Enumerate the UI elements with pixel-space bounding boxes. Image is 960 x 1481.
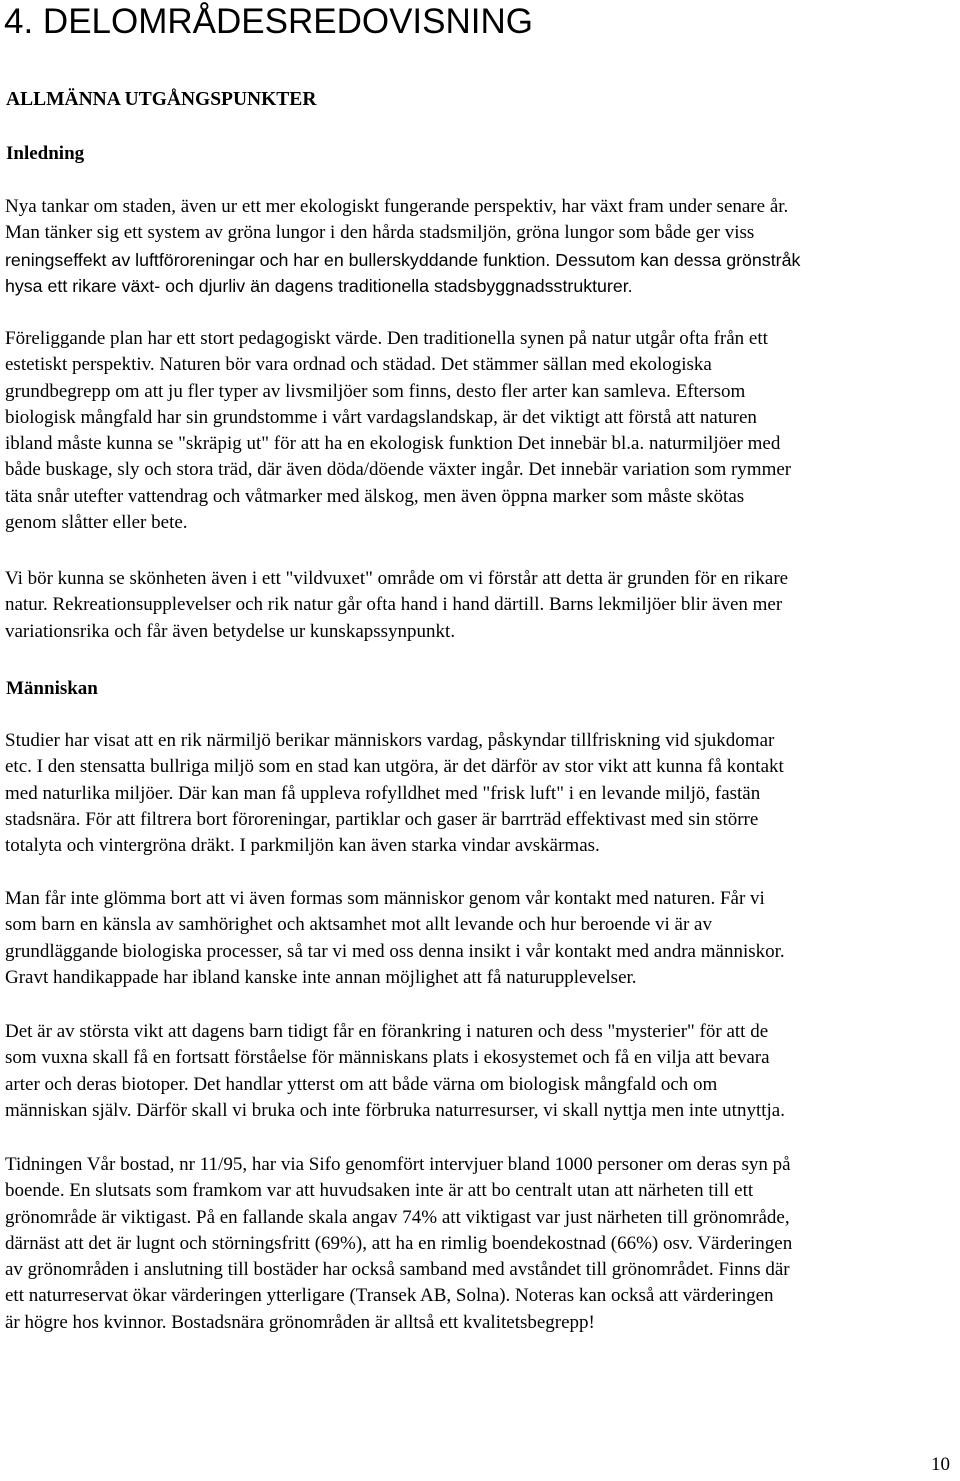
text-line: boende. En slutsats som framkom var att huvudsaken inte är att bo centralt utan att närheten till ett [5, 1180, 754, 1202]
text-line: både buskage, sly och stora träd, där även döda/döende växter ingår. Det innebär variation som rymmer [5, 459, 792, 481]
text-line: reningseffekt av luftföroreningar och har en bullerskyddande funktion. Dessutom kan dessa grönstråk [5, 249, 801, 270]
text-line: biologisk mångfald har sin grundstomme i vårt vardagslandskap, är det viktigt att förstå att naturen [5, 406, 757, 428]
paragraph-children [5, 1019, 955, 1124]
paragraph-studies [5, 728, 955, 859]
text-line: totalyta och vintergröna dräkt. I parkmiljön kan även starka vindar avskärmas. [5, 835, 600, 857]
text-line: grönområde är viktigast. På en fallande skala angav 74% att viktigast var just närheten till grönområde, [5, 1206, 790, 1228]
text-line: av grönområden i anslutning till bostäder har också samband med avståndet till grönområdet. Finns där [5, 1259, 790, 1281]
page-heading: 4. DELOMRÅDESREDOVISNING [4, 2, 533, 41]
text-line: Man tänker sig ett system av gröna lungor i den hårda stadsmiljön, gröna lungor som både ger viss [5, 222, 755, 244]
text-line: täta snår utefter vattendrag och våtmarker med älskog, men även öppna marker som måste skötas [5, 485, 745, 507]
text-line: som vuxna skall få en fortsatt förståelse för människans plats i ekosystemet och få en vilja att bevara [5, 1047, 770, 1069]
paragraph-beauty [5, 566, 955, 645]
text-line: Det är av största vikt att dagens barn tidigt får en förankring i naturen och dess "mysterier" för att de [5, 1021, 769, 1042]
text-line: arter och deras biotoper. Det handlar ytterst om att både värna om biologisk mångfald och om [5, 1073, 718, 1095]
text-line: Studier har visat att en rik närmiljö berikar människors vardag, påskyndar tillfriskning vid sjukdomar [5, 730, 775, 751]
text-line: Gravt handikappade har ibland kanske inte annan möjlighet att få naturupplevelser. [5, 966, 637, 988]
text-line: hysa ett rikare växt- och djurliv än dagens traditionella stadsbyggnadsstrukturer. [5, 275, 633, 296]
text-line: natur. Rekreationsupplevelser och rik natur går ofta hand i hand därtill. Barns lekmiljöer blir även mer [5, 594, 783, 616]
text-line: är högre hos kvinnor. Bostadsnära grönområden är alltså ett kvalitetsbegrepp! [5, 1311, 595, 1333]
text-line: Vi bör kunna se skönheten även i ett "vildvuxet" område om vi förstår att detta är grunden för en rikare [5, 568, 789, 589]
text-line: grundläggande biologiska processer, så tar vi med oss denna insikt i vår kontakt med andra människor. [5, 940, 785, 962]
text-line: estetiskt perspektiv. Naturen bör vara ordnad och städad. Det stämmer sällan med ekologiska [5, 354, 712, 376]
text-line: ibland måste kunna se "skräpig ut" för att ha en ekologisk funktion Det innebär bl.a. naturmiljöer med [5, 433, 781, 455]
text-line: därnäst att det är lugnt och störningsfritt (69%), att ha en rimlig boendekostnad (66%) osv. Värderingen [5, 1232, 793, 1254]
section-title: ALLMÄNNA UTGÅNGSPUNKTER [6, 89, 317, 110]
text-line: Tidningen Vår bostad, nr 11/95, har via Sifo genomfört intervjuer bland 1000 personer om deras syn på [5, 1154, 791, 1175]
text-line: med naturlika miljöer. Där kan man få uppleva rofylldhet med "frisk luft" i en levande miljö, fastän [5, 782, 761, 804]
text-line: som barn en känsla av samhörighet och aktsamhet mot allt levande och hur beroende vi är av [5, 914, 712, 936]
text-line: ett naturreservat ökar värderingen ytterligare (Transek AB, Solna). Noteras kan också att värderingen [5, 1285, 774, 1307]
paragraph-intro [5, 194, 955, 299]
text-line: variationsrika och får även betydelse ur kunskapssynpunkt. [5, 620, 456, 642]
paragraph-contact-with-nature [5, 886, 955, 991]
paragraph-survey [5, 1152, 955, 1336]
text-line: människan själv. Därför skall vi bruka och inte förbruka naturresurser, vi skall nyttja men inte utnyttja. [5, 1099, 785, 1121]
text-line: Nya tankar om staden, även ur ett mer ekologiskt fungerande perspektiv, har växt fram under senare år. [5, 196, 789, 217]
text-line: Man får inte glömma bort att vi även formas som människor genom vår kontakt med naturen. Får vi [5, 888, 765, 909]
subsection-heading-intro: Inledning [6, 143, 85, 164]
text-line: Föreliggande plan har ett stort pedagogiskt värde. Den traditionella synen på natur utgår ofta från ett [5, 328, 768, 349]
text-line: etc. I den stensatta bullriga miljö som en stad kan utgöra, är det därför av stor vikt att kunna få kontakt [5, 756, 784, 778]
subsection-heading-human: Människan [6, 678, 98, 699]
text-line: stadsnära. För att filtrera bort föroreningar, partiklar och gaser är barrträd effektivast med sin större [5, 808, 759, 830]
page-number: 10 [931, 1454, 950, 1475]
paragraph-pedagogic-value [5, 326, 955, 536]
text-line: grundbegrepp om att ju fler typer av livsmiljöer som finns, desto fler arter kan samleva. Eftersom [5, 380, 746, 402]
text-line: genom slåtter eller bete. [5, 512, 188, 534]
